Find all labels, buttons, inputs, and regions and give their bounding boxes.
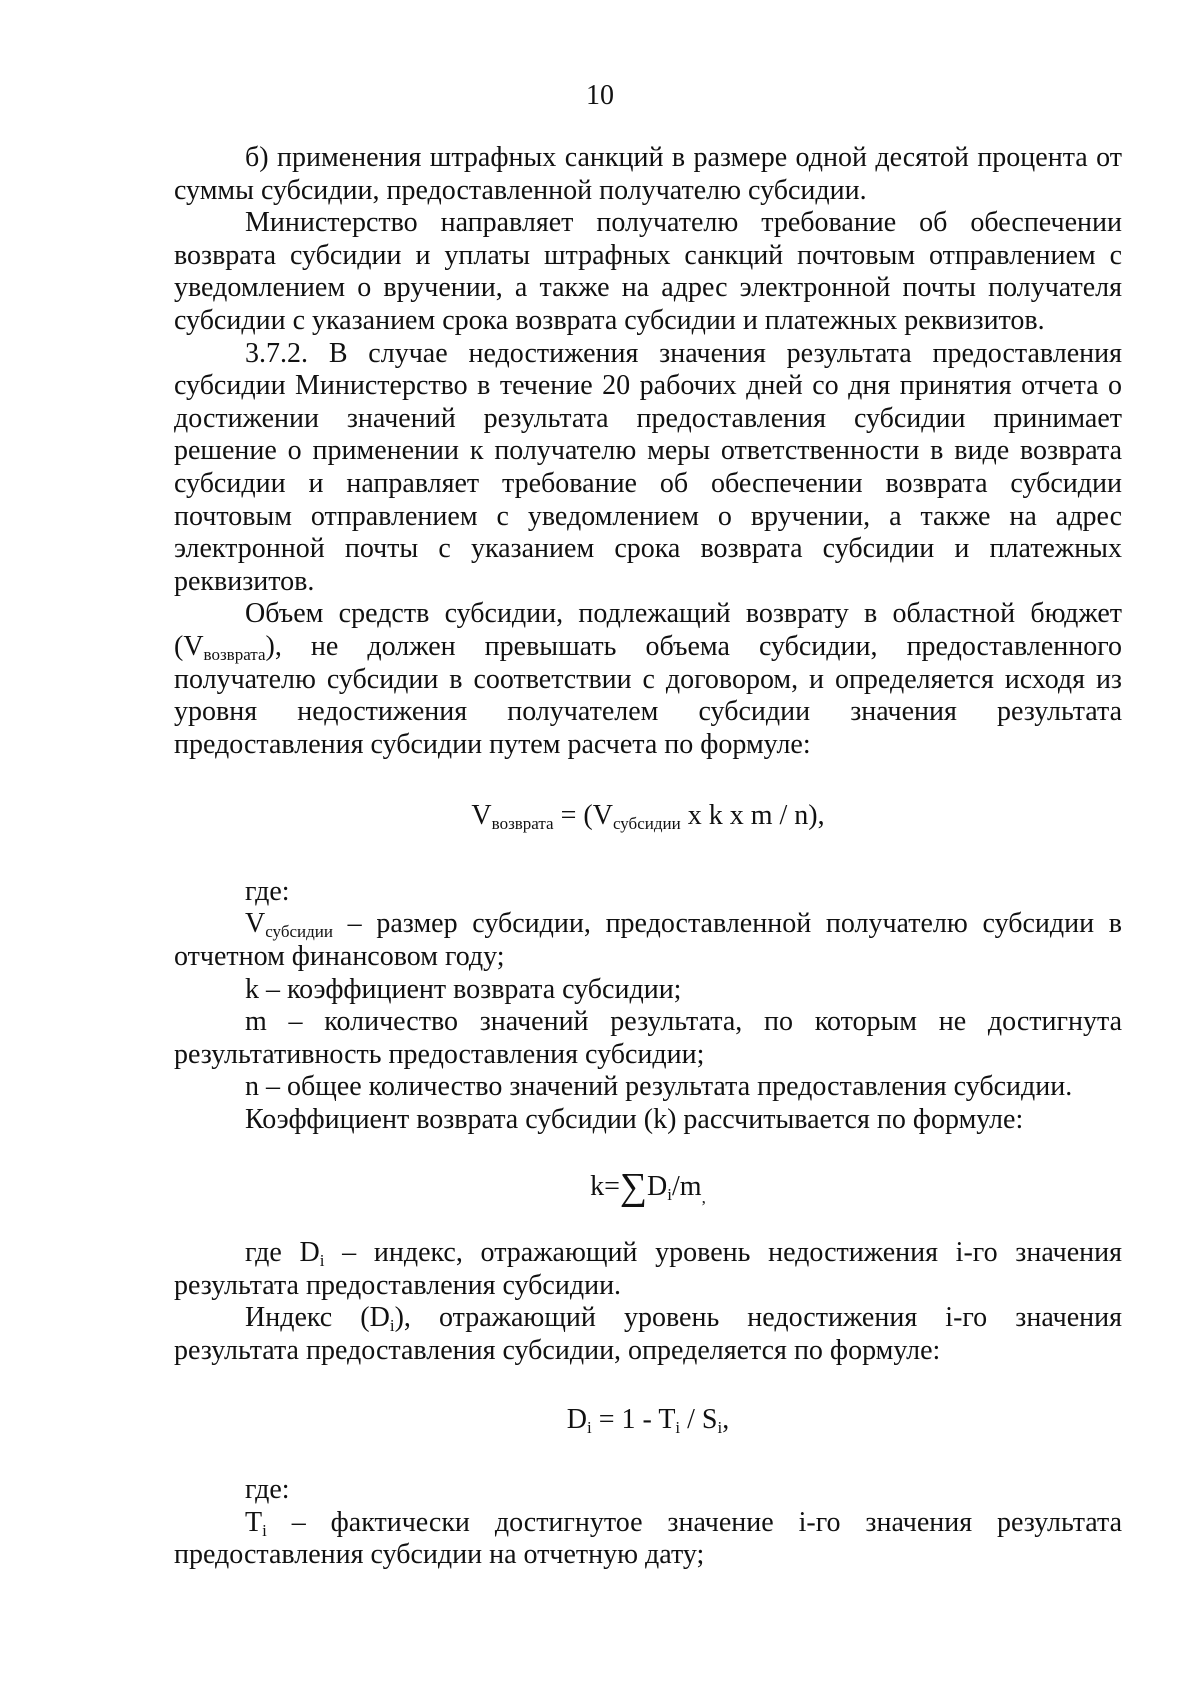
subscript: i <box>319 1251 325 1271</box>
paragraph-return-volume <box>174 598 1122 761</box>
formula-part: /m <box>672 1170 702 1202</box>
paragraph-d-intro <box>174 1302 1122 1367</box>
formula-part: / S <box>680 1403 718 1435</box>
subscript: i <box>262 1520 267 1540</box>
formula-part: x k x m / n), <box>680 800 825 832</box>
formula-v-return <box>174 800 1122 833</box>
formula-part: = 1 - T <box>591 1403 676 1435</box>
page-number: 10 <box>586 80 614 111</box>
sum-symbol: ∑ <box>619 1165 648 1208</box>
text-fragment: Объем средств субсидии, подлежащий возврату в областной бюджет (V <box>174 598 1122 662</box>
formula-symbol: V <box>245 908 266 940</box>
formula-part: , <box>722 1403 730 1435</box>
formula-symbol: D <box>647 1170 668 1202</box>
subscript: возврата <box>203 644 266 664</box>
paragraph-k-intro: Коэффициент возврата субсидии (k) рассчитывается по формуле: <box>245 1104 1024 1136</box>
formula-subscript: i <box>667 1184 673 1204</box>
definition-m: m – количество значений результата, по которым не достигнута результативность предоставления субсидии; <box>174 1006 1122 1070</box>
text-fragment: ), отражающий уровень недостижения i-го значения результата предоставления субсидии, определяется по формуле: <box>174 1302 1122 1366</box>
definition-d-index <box>174 1237 1122 1302</box>
where-label: где: <box>245 875 290 907</box>
formula-subscript: возврата <box>491 814 554 834</box>
formula-subscript: i <box>675 1417 681 1437</box>
formula-symbol: V <box>471 800 492 832</box>
text-fragment: – фактически достигнутое значение i-го значения результата предоставления субсидии на отчетную дату; <box>174 1506 1122 1571</box>
formula-subscript: субсидии <box>612 814 681 834</box>
text-fragment: – индекс, отражающий уровень недостижения i-го значения результата предоставления субсидии. <box>174 1237 1122 1301</box>
text-fragment: Индекс (D <box>245 1302 390 1334</box>
paragraph-3-7-2: 3.7.2. В случае недостижения значения результата предоставления субсидии Министерство в течение 20 рабочих дней со дня принятия отчета о достижении значений результата предоставления субсидии принимает решение о применении к получателю меры ответственности в виде возврата субсидии и направляет требование об обеспечении возврата субсидии почтовым отправлением с уведомлением о вручении, а также на адрес электронной почты с указанием срока возврата субсидии и платежных реквизитов. <box>174 337 1122 597</box>
paragraph-penalty: б) применения штрафных санкций в размере одной десятой процента от суммы субсидии, предоставленной получателю субсидии. <box>174 142 1122 206</box>
definition-k: k – коэффициент возврата субсидии; <box>245 973 682 1005</box>
text-fragment: – размер субсидии, предоставленной получателю субсидии в отчетном финансовом году; <box>174 908 1122 973</box>
paragraph-ministry-requirement: Министерство направляет получателю требование об обеспечении возврата субсидии и уплаты штрафных санкций почтовым отправлением с уведомлением о вручении, а также на адрес электронной почты получателя субсидии с указанием срока возврата субсидии и платежных реквизитов. <box>174 207 1122 336</box>
document-body <box>174 142 1122 1572</box>
subscript: субсидии <box>265 922 333 942</box>
text-fragment: где D <box>245 1237 320 1269</box>
formula-symbol: D <box>566 1403 587 1435</box>
formula-subscript: i <box>586 1417 592 1437</box>
formula-d <box>174 1404 1122 1437</box>
where-label: где: <box>245 1474 290 1506</box>
subscript: i <box>389 1316 395 1336</box>
definition-v-subsidy <box>174 908 1122 973</box>
formula-k <box>174 1165 1122 1208</box>
definition-t <box>174 1507 1122 1572</box>
definition-n: n – общее количество значений результата предоставления субсидии. <box>245 1071 1073 1103</box>
formula-symbol: T <box>245 1506 263 1538</box>
formula-part: = (V <box>553 800 613 832</box>
formula-part: k= <box>590 1170 620 1202</box>
formula-comma: , <box>701 1187 706 1207</box>
text-fragment: ), не должен превышать объема субсидии, предоставленного получателю субсидии в соответствии с договором, и определяется исходя из уровня недостижения получателем субсидии значения результата предоставления субсидии путем расчета по формуле: <box>174 630 1122 760</box>
formula-subscript: i <box>717 1417 723 1437</box>
